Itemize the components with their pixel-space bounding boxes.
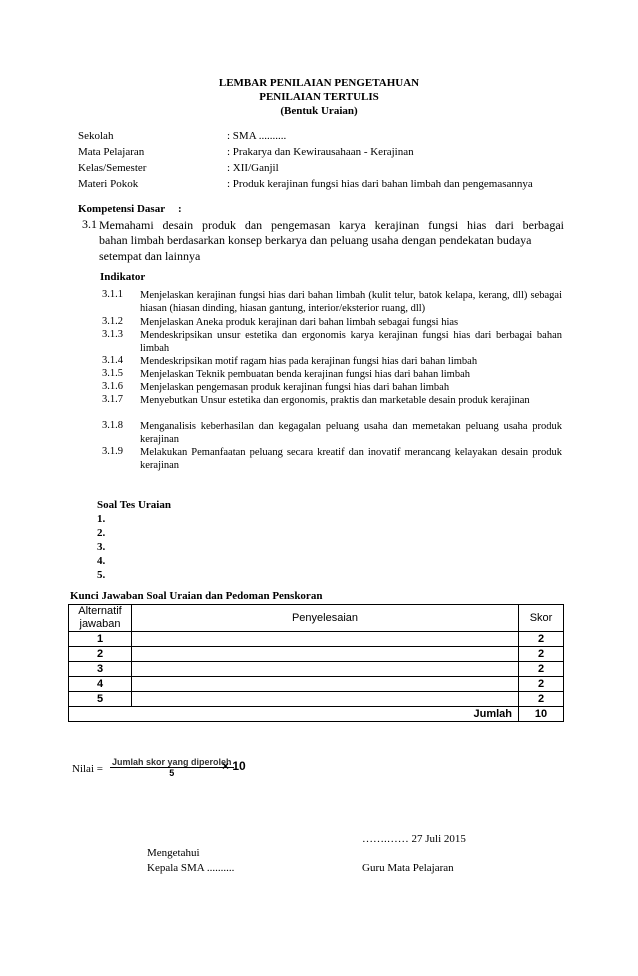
soal-item: 4. [97, 555, 106, 567]
signature-mengetahui: Mengetahui [147, 847, 200, 859]
kunci-table [68, 604, 564, 722]
indikator-text: Mendeskripsikan unsur estetika dan ergonomis karya kerajinan fungsi hias dari berbagai bahan limbah [140, 330, 562, 354]
indikator-text: Menyebutkan Unsur estetika dan ergonomis, praktis dan marketable desain produk kerajinan [140, 395, 530, 406]
table-row [69, 692, 564, 707]
indikator-text: Menjelaskan pengemasan produk kerajinan fungsi hias dari bahan limbah [140, 382, 450, 393]
kd-line-1: Memahami desain produk dan pengemasan karya kerajinan fungsi hias dari berbagai [99, 218, 564, 232]
soal-heading: Soal Tes Uraian [97, 499, 171, 511]
row-number: 1 [69, 632, 132, 647]
kd-colon: : [178, 203, 182, 215]
info-value: : Prakarya dan Kewirausahaan - Kerajinan [227, 146, 414, 158]
kd-number: 3.1 [82, 217, 97, 231]
indikator-text: Menjelaskan kerajinan fungsi hias dari bahan limbah (kulit telur, batok kelapa, kerang, dll) sebagai hiasan (hiasan dinding, hiasan gantung, interior/eksterior ruang, dll) [140, 290, 562, 314]
signature-date: …….…… 27 Juli 2015 [362, 833, 466, 845]
soal-item: 5. [97, 569, 106, 581]
row-skor: 2 [519, 692, 564, 707]
kd-heading: Kompetensi Dasar [78, 203, 166, 215]
column-header-alternatif: Alternatif jawaban [69, 605, 132, 632]
row-skor: 2 [519, 647, 564, 662]
table-row [69, 677, 564, 692]
info-label: Kelas/Semester [78, 162, 147, 174]
signature-guru: Guru Mata Pelajaran [362, 862, 454, 874]
indikator-number: 3.1.5 [102, 368, 123, 379]
indikator-number: 3.1.8 [102, 420, 123, 431]
formula-multiplier: × 10 [222, 759, 246, 773]
table-row [69, 632, 564, 647]
info-label: Materi Pokok [78, 178, 139, 190]
indikator-number: 3.1.7 [102, 394, 123, 405]
row-penyelesaian [132, 662, 519, 677]
total-label: Jumlah [69, 707, 519, 722]
table-row [69, 662, 564, 677]
column-header-penyelesaian: Penyelesaian [132, 605, 519, 632]
info-label: Mata Pelajaran [78, 146, 145, 158]
kunci-heading: Kunci Jawaban Soal Uraian dan Pedoman Penskoran [70, 590, 323, 602]
indikator-text: Melakukan Pemanfaatan peluang secara kreatif dan inovatif merancang kelayakan desain produk kerajinan [140, 447, 562, 471]
info-value: : SMA .......... [227, 130, 287, 142]
kd-line-3: setempat dan lainnya [99, 249, 201, 263]
row-penyelesaian [132, 632, 519, 647]
table-row [69, 647, 564, 662]
nilai-label: Nilai = [72, 763, 103, 775]
formula-denominator: 5 [169, 768, 175, 778]
row-skor: 2 [519, 677, 564, 692]
row-penyelesaian [132, 647, 519, 662]
kd-line-2: bahan limbah berdasarkan konsep berkarya dan peluang usaha dengan pendekatan budaya [99, 233, 532, 247]
signature-kepala: Kepala SMA .......... [147, 862, 235, 874]
info-label: Sekolah [78, 130, 114, 142]
soal-item: 3. [97, 541, 106, 553]
total-value: 10 [519, 707, 564, 722]
title-line-2: PENILAIAN TERTULIS [259, 91, 379, 103]
row-number: 4 [69, 677, 132, 692]
title-line-3: (Bentuk Uraian) [280, 105, 358, 117]
nilai-formula [110, 757, 234, 778]
indikator-text: Mendeskripsikan motif ragam hias pada kerajinan fungsi hias dari bahan limbah [140, 356, 478, 367]
indikator-text: Menjelaskan Teknik pembuatan benda kerajinan fungsi hias dari bahan limbah [140, 369, 471, 380]
soal-item: 2. [97, 527, 106, 539]
row-skor: 2 [519, 632, 564, 647]
total-row [69, 707, 564, 722]
indikator-number: 3.1.3 [102, 329, 123, 340]
indikator-number: 3.1.1 [102, 289, 123, 300]
indikator-text: Menjelaskan Aneka produk kerajinan dari bahan limbah sebagai fungsi hias [140, 317, 459, 328]
formula-numerator: Jumlah skor yang diperoleh [112, 757, 232, 767]
title-line-1: LEMBAR PENILAIAN PENGETAHUAN [218, 77, 420, 89]
indikator-heading: Indikator [100, 271, 146, 283]
indikator-number: 3.1.6 [102, 381, 123, 392]
row-number: 5 [69, 692, 132, 707]
table-header-row [69, 605, 564, 632]
row-penyelesaian [132, 677, 519, 692]
soal-item: 1. [97, 513, 106, 525]
row-skor: 2 [519, 662, 564, 677]
indikator-number: 3.1.9 [102, 446, 123, 457]
column-header-skor: Skor [519, 605, 564, 632]
row-number: 2 [69, 647, 132, 662]
indikator-text: Menganalisis keberhasilan dan kegagalan peluang usaha dan memetakan peluang usaha produk kerajinan [140, 421, 562, 445]
info-value: : Produk kerajinan fungsi hias dari bahan limbah dan pengemasannya [227, 178, 533, 190]
indikator-number: 3.1.4 [102, 355, 123, 366]
indikator-number: 3.1.2 [102, 316, 123, 327]
row-number: 3 [69, 662, 132, 677]
info-value: : XII/Ganjil [227, 162, 279, 174]
row-penyelesaian [132, 692, 519, 707]
